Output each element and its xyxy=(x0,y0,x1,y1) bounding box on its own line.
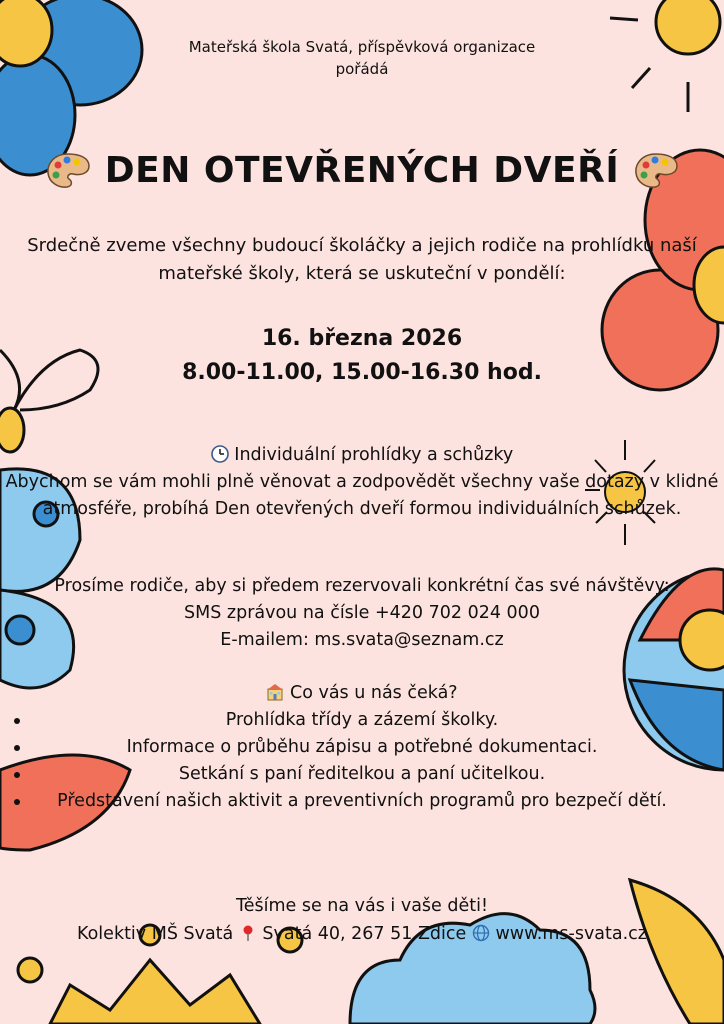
palette-icon xyxy=(633,151,679,191)
school-icon xyxy=(266,683,284,701)
organizer-line-2: pořádá xyxy=(335,60,389,78)
list-item xyxy=(0,734,724,761)
intro-line-1: Srdečně zveme všechny budoucí školáčky a jejich rodiče na prohlídku naší xyxy=(27,235,697,256)
intro-text xyxy=(0,232,724,288)
organizer-line-1: Mateřská škola Svatá, příspěvková organizace xyxy=(188,38,536,56)
list-item xyxy=(0,707,724,734)
footer-signature: Kolektiv MŠ Svatá xyxy=(77,924,234,944)
footer-greeting: Těšíme se na vás i vaše děti! xyxy=(236,896,488,916)
event-times: 8.00-11.00, 15.00-16.30 hod. xyxy=(182,360,542,385)
expect-heading: Co vás u nás čeká? xyxy=(289,683,458,703)
expect-list xyxy=(0,707,724,815)
list-item-text: Setkání s paní ředitelkou a paní učitelkou. xyxy=(178,764,546,784)
reservation-email: E-mailem: ms.svata@seznam.cz xyxy=(220,630,504,650)
page-title: DEN OTEVŘENÝCH DVEŘÍ xyxy=(104,150,620,191)
list-item-text: Prohlídka třídy a zázemí školky. xyxy=(225,710,499,730)
footer-web: www.ms-svata.cz xyxy=(495,924,647,944)
list-item xyxy=(0,788,724,815)
event-date: 16. března 2026 xyxy=(261,326,463,351)
reservation-sms: SMS zprávou na čísle +420 702 024 000 xyxy=(184,603,540,623)
individual-heading: Individuální prohlídky a schůzky xyxy=(234,445,514,465)
intro-line-2: mateřské školy, která se uskuteční v pondělí: xyxy=(158,263,566,284)
clock-icon xyxy=(211,445,229,463)
expect-heading-row xyxy=(0,680,724,707)
organizer-text xyxy=(0,36,724,80)
title-row xyxy=(0,150,724,191)
palette-icon xyxy=(45,151,91,191)
list-item-text: Představení našich aktivit a preventivních programů pro bezpečí dětí. xyxy=(57,791,667,811)
globe-icon xyxy=(472,924,490,942)
list-item xyxy=(0,761,724,788)
individual-line-1: Abychom se vám mohli plně věnovat a zodpovědět všechny vaše dotazy v klidné xyxy=(5,472,719,492)
individual-section xyxy=(0,442,724,523)
reservation-section xyxy=(0,573,724,654)
event-datetime xyxy=(0,322,724,390)
list-item-text: Informace o průběhu zápisu a potřebné dokumentaci. xyxy=(126,737,598,757)
individual-line-2: atmosféře, probíhá Den otevřených dveří formou individuálních schůzek. xyxy=(42,499,682,519)
pin-icon xyxy=(239,924,257,942)
footer-address: Svatá 40, 267 51 Zdice xyxy=(262,924,467,944)
reservation-line-1: Prosíme rodiče, aby si předem rezervovali konkrétní čas své návštěvy: xyxy=(54,576,670,596)
footer xyxy=(0,892,724,948)
